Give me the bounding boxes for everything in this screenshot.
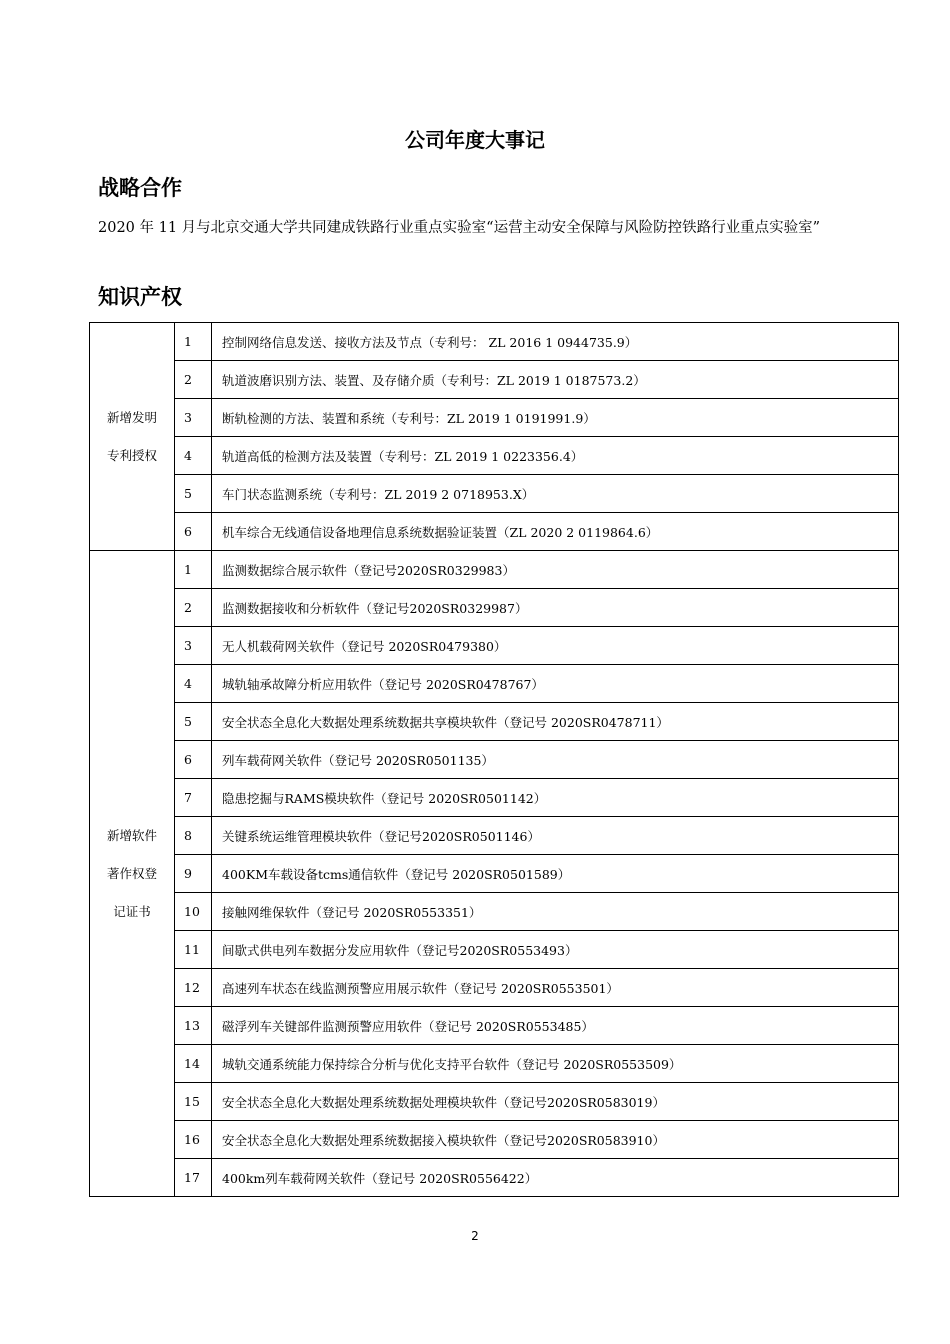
category-label-line: 新增软件 — [106, 827, 157, 843]
row-number: 15 — [175, 1083, 212, 1121]
software-copyright-row — [90, 779, 899, 817]
intellectual-property-heading: 知识产权 — [98, 285, 182, 309]
row-description: 监测数据综合展示软件（登记号2020SR0329983） — [212, 551, 899, 589]
row-description: 列车载荷网关软件（登记号 2020SR0501135） — [212, 741, 899, 779]
strategic-cooperation-text: 2020 年 11 月与北京交通大学共同建成铁路行业重点实验室“运营主动安全保障与风险防控铁路行业重点实验室” — [98, 220, 821, 236]
row-number: 4 — [175, 437, 212, 475]
row-number: 9 — [175, 855, 212, 893]
category-label-line: 专利授权 — [106, 447, 157, 463]
software-copyright-row — [90, 1083, 899, 1121]
row-description: 城轨轴承故障分析应用软件（登记号 2020SR0478767） — [212, 665, 899, 703]
page-title: 公司年度大事记 — [405, 128, 545, 152]
row-number: 4 — [175, 665, 212, 703]
row-description: 控制网络信息发送、接收方法及节点（专利号： ZL 2016 1 0944735.9） — [212, 323, 899, 361]
strategic-cooperation-heading: 战略合作 — [98, 176, 182, 200]
page-number: 2 — [471, 1229, 479, 1243]
row-description: 安全状态全息化大数据处理系统数据接入模块软件（登记号2020SR0583910） — [212, 1121, 899, 1159]
row-number: 2 — [175, 589, 212, 627]
software-copyright-row — [90, 551, 899, 589]
row-number: 5 — [175, 703, 212, 741]
software-copyright-row — [90, 1159, 899, 1197]
row-description: 关键系统运维管理模块软件（登记号2020SR0501146） — [212, 817, 899, 855]
row-description: 400KM车载设备tcms通信软件（登记号 2020SR0501589） — [212, 855, 899, 893]
invention-patent-row — [90, 323, 899, 361]
intellectual-property-table — [89, 322, 899, 1197]
software-copyright-row — [90, 1007, 899, 1045]
row-description: 安全状态全息化大数据处理系统数据处理模块软件（登记号2020SR0583019） — [212, 1083, 899, 1121]
invention-patent-row — [90, 437, 899, 475]
row-number: 5 — [175, 475, 212, 513]
row-number: 14 — [175, 1045, 212, 1083]
row-description: 车门状态监测系统（专利号：ZL 2019 2 0718953.X） — [212, 475, 899, 513]
row-number: 1 — [175, 551, 212, 589]
row-description: 隐患挖掘与RAMS模块软件（登记号 2020SR0501142） — [212, 779, 899, 817]
invention-patent-row — [90, 475, 899, 513]
row-description: 机车综合无线通信设备地理信息系统数据验证装置（ZL 2020 2 0119864.6） — [212, 513, 899, 551]
software-copyright-row — [90, 855, 899, 893]
invention-patent-row — [90, 399, 899, 437]
row-number: 6 — [175, 513, 212, 551]
software-copyright-row — [90, 1121, 899, 1159]
row-number: 13 — [175, 1007, 212, 1045]
row-description: 400km列车载荷网关软件（登记号 2020SR0556422） — [212, 1159, 899, 1197]
row-description: 无人机载荷网关软件（登记号 2020SR0479380） — [212, 627, 899, 665]
row-number: 17 — [175, 1159, 212, 1197]
software-copyright-row — [90, 969, 899, 1007]
category-label-line: 记证书 — [113, 903, 151, 919]
row-description: 磁浮列车关键部件监测预警应用软件（登记号 2020SR0553485） — [212, 1007, 899, 1045]
row-description: 监测数据接收和分析软件（登记号2020SR0329987） — [212, 589, 899, 627]
software-copyright-row — [90, 589, 899, 627]
row-description: 轨道高低的检测方法及装置（专利号：ZL 2019 1 0223356.4） — [212, 437, 899, 475]
row-number: 10 — [175, 893, 212, 931]
invention-patent-row — [90, 513, 899, 551]
row-description: 断轨检测的方法、装置和系统（专利号：ZL 2019 1 0191991.9） — [212, 399, 899, 437]
row-number: 7 — [175, 779, 212, 817]
category-label-line: 著作权登 — [106, 865, 157, 881]
row-number: 3 — [175, 627, 212, 665]
row-number: 12 — [175, 969, 212, 1007]
row-number: 3 — [175, 399, 212, 437]
row-number: 16 — [175, 1121, 212, 1159]
invention-patent-category — [90, 323, 175, 551]
row-description: 城轨交通系统能力保持综合分析与优化支持平台软件（登记号 2020SR0553509） — [212, 1045, 899, 1083]
row-description: 间歇式供电列车数据分发应用软件（登记号2020SR0553493） — [212, 931, 899, 969]
row-description: 接触网维保软件（登记号 2020SR0553351） — [212, 893, 899, 931]
software-copyright-row — [90, 627, 899, 665]
software-copyright-row — [90, 1045, 899, 1083]
row-description: 轨道波磨识别方法、装置、及存储介质（专利号：ZL 2019 1 0187573.2） — [212, 361, 899, 399]
row-description: 高速列车状态在线监测预警应用展示软件（登记号 2020SR0553501） — [212, 969, 899, 1007]
software-copyright-row — [90, 931, 899, 969]
invention-patent-row — [90, 361, 899, 399]
category-label-line: 新增发明 — [106, 409, 157, 425]
software-copyright-row — [90, 665, 899, 703]
software-copyright-row — [90, 703, 899, 741]
row-description: 安全状态全息化大数据处理系统数据共享模块软件（登记号 2020SR0478711） — [212, 703, 899, 741]
row-number: 2 — [175, 361, 212, 399]
row-number: 8 — [175, 817, 212, 855]
row-number: 6 — [175, 741, 212, 779]
software-copyright-category — [90, 551, 175, 1197]
software-copyright-row — [90, 817, 899, 855]
software-copyright-row — [90, 741, 899, 779]
row-number: 11 — [175, 931, 212, 969]
software-copyright-row — [90, 893, 899, 931]
row-number: 1 — [175, 323, 212, 361]
